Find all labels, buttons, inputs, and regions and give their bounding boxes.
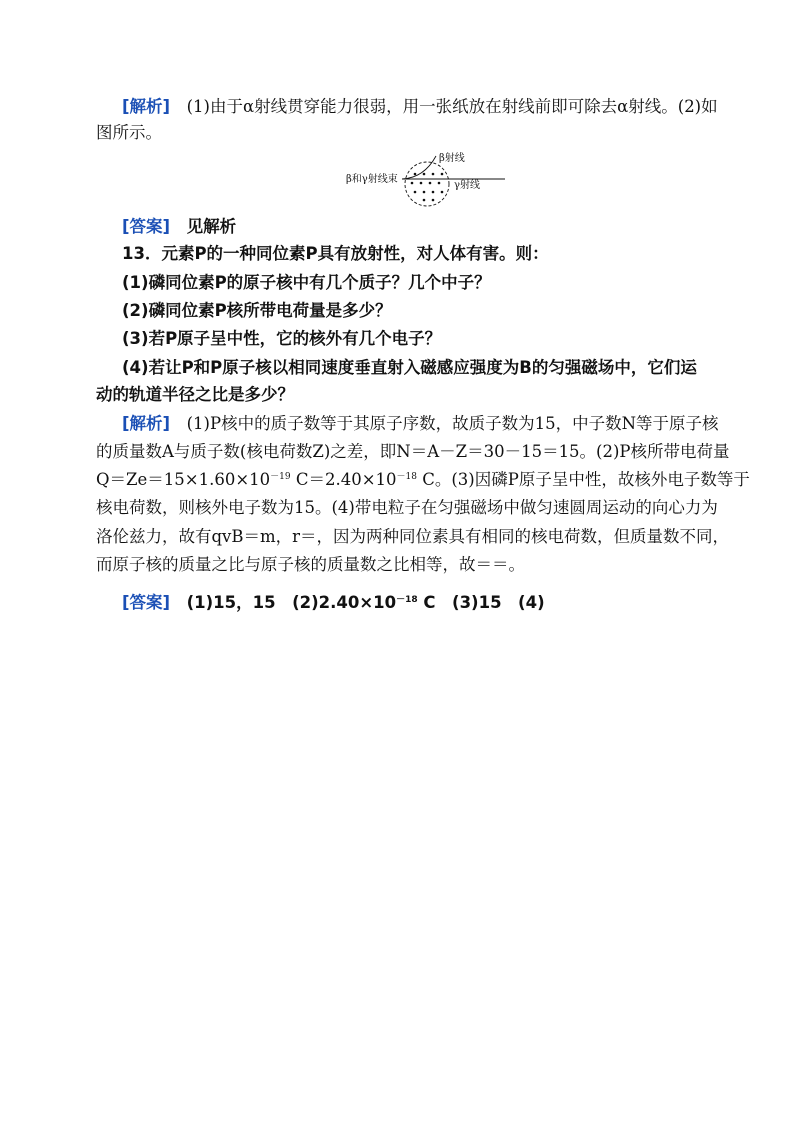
answer-2-text-b: C (3)15 (4) — [417, 593, 545, 612]
question-13-part-4-line-1: (4)若让P和P原子核以相同速度垂直射入磁感应强度为B的匀强磁场中，它们运 — [122, 358, 697, 377]
answer-tag: [答案] — [122, 593, 171, 612]
exponent-18: －18 — [396, 472, 417, 482]
question-13-stem: 13．元素P的一种同位素P具有放射性，对人体有害。则： — [122, 244, 549, 263]
question-13-part-4-line-2: 动的轨道半径之比是多少？ — [96, 385, 294, 404]
charge-formula-part-2: C＝2.40×10 — [290, 470, 397, 489]
answer-tag: [答案] — [122, 217, 171, 236]
answer-1-text: 见解析 — [170, 217, 237, 236]
analysis-tag: [解析] — [122, 414, 171, 433]
answer-1-line — [122, 216, 732, 238]
field-dots — [411, 173, 444, 202]
solution-2-line-4: 核电荷数，则核外电子数为15。(4)带电粒子在匀强磁场中做匀速圆周运动的向心力为 — [96, 498, 718, 517]
charge-formula-part-3: C。(3)因磷P原子呈中性，故核外电子数等于 — [416, 470, 750, 489]
beta-ray-label: β射线 — [439, 153, 465, 164]
answer-2-text-a: (1)15，15 (2)2.40×10 — [170, 593, 397, 612]
solution-2-line-3 — [96, 469, 750, 491]
question-13-part-3: (3)若P原子呈中性，它的核外有几个电子？ — [122, 329, 442, 348]
analysis-tag: [解析] — [122, 97, 171, 116]
solution-1-line-1 — [122, 96, 732, 118]
exponent-19: －19 — [270, 472, 291, 482]
charge-formula-part-1: Q＝Ze＝15×1.60×10 — [96, 470, 271, 489]
solution-2-line-2: 的质量数A与质子数(核电荷数Z)之差，即N＝A－Z＝30－15＝15。(2)P核所带电荷量 — [96, 442, 730, 461]
question-13-part-2: (2)磷同位素P核所带电荷量是多少？ — [122, 301, 392, 320]
solution-2-line-1 — [122, 413, 732, 435]
answer-2-exponent: －18 — [396, 595, 418, 605]
beam-label: β和γ射线束 — [346, 174, 398, 185]
radiation-beam-figure — [340, 152, 510, 212]
answer-2-line — [122, 592, 732, 614]
gamma-ray-label: γ射线 — [454, 180, 480, 191]
solution-1-text: (1)由于α射线贯穿能力很弱，用一张纸放在射线前即可除去α射线。(2)如 — [170, 97, 718, 116]
solution-2-text-1: (1)P核中的质子数等于其原子序数，故质子数为15，中子数N等于原子核 — [170, 414, 719, 433]
solution-2-line-5: 洛伦兹力，故有qvB＝m，r＝，因为两种同位素具有相同的核电荷数，但质量数不同， — [96, 527, 730, 546]
question-13-part-1: (1)磷同位素P的原子核中有几个质子？几个中子？ — [122, 273, 491, 292]
solution-1-line-2: 图所示。 — [96, 123, 162, 142]
solution-2-line-6: 而原子核的质量之比与原子核的质量数之比相等，故＝＝。 — [96, 555, 525, 574]
